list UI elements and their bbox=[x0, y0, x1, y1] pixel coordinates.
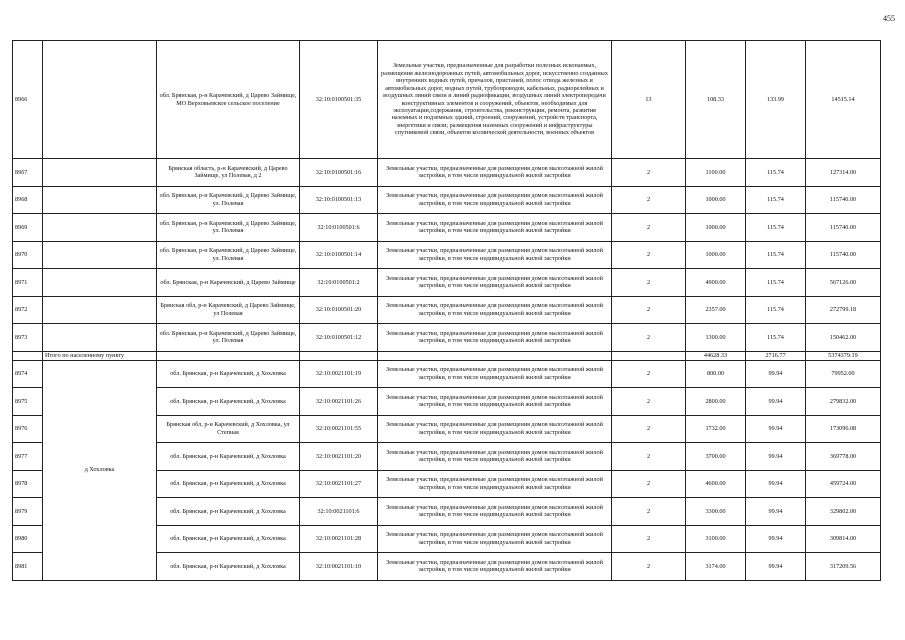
address-cell: обл. Брянская, р-н Карачевский, д Царево Займище, ул. Полевая bbox=[157, 214, 300, 242]
row-number: 8971 bbox=[13, 269, 43, 297]
address-cell: Брянская область, р-н Карачевский, д Царево Займище, ул Полевая, д 2 bbox=[157, 159, 300, 187]
land-use-cell: Земельные участки, предназначенные для размещения домов малоэтажной жилой застройки, в том числе индивидуальной жилой застройки bbox=[378, 525, 612, 553]
address-cell: обл. Брянская, р-н Карачевский, д Царево Займище, ул. Полевая bbox=[157, 241, 300, 269]
group-cell: 2 bbox=[612, 415, 686, 443]
row-number: 8980 bbox=[13, 525, 43, 553]
address-cell: обл. Брянская, р-н Карачевский, д Царево Займище, ул. Полевая bbox=[157, 324, 300, 352]
area-cell: 1000.00 bbox=[686, 241, 746, 269]
address-cell: обл. Брянская, р-н Карачевский, д Хохловка bbox=[157, 388, 300, 416]
cadastral-value-cell: 567126.00 bbox=[806, 269, 881, 297]
locality-cell bbox=[43, 269, 157, 297]
subtotal-blank bbox=[612, 351, 686, 360]
cadastral-value-cell: 309814.00 bbox=[806, 525, 881, 553]
land-use-cell: Земельные участки, предназначенные для размещения домов малоэтажной жилой застройки, в том числе индивидуальной жилой застройки bbox=[378, 415, 612, 443]
cadastral-value-cell: 150462.00 bbox=[806, 324, 881, 352]
locality-cell bbox=[43, 159, 157, 187]
cadastral-value-cell: 272799.18 bbox=[806, 296, 881, 324]
area-cell: 4900.00 bbox=[686, 269, 746, 297]
cadastral-value-table bbox=[12, 40, 881, 581]
unit-price-cell: 99.94 bbox=[746, 415, 806, 443]
group-cell: 2 bbox=[612, 470, 686, 498]
address-cell: обл. Брянская, р-н Карачевский, д Хохловка bbox=[157, 553, 300, 581]
cadastral-number-cell: 32:10:0100501:12 bbox=[300, 324, 378, 352]
land-use-cell: Земельные участки, предназначенные для размещения домов малоэтажной жилой застройки, в том числе индивидуальной жилой застройки bbox=[378, 388, 612, 416]
unit-price-cell: 115.74 bbox=[746, 159, 806, 187]
area-cell: 1100.00 bbox=[686, 159, 746, 187]
table-row bbox=[13, 214, 881, 242]
address-cell: обл. Брянская, р-н Карачевский, д Хохловка bbox=[157, 360, 300, 388]
cadastral-value-cell: 329802.00 bbox=[806, 498, 881, 526]
area-cell: 3100.00 bbox=[686, 525, 746, 553]
locality-cell bbox=[43, 324, 157, 352]
area-cell: 3174.00 bbox=[686, 553, 746, 581]
locality-cell bbox=[43, 186, 157, 214]
group-cell: 2 bbox=[612, 296, 686, 324]
unit-price-cell: 99.94 bbox=[746, 498, 806, 526]
cadastral-value-cell: 115740.00 bbox=[806, 186, 881, 214]
land-use-cell: Земельные участки, предназначенные для размещения домов малоэтажной жилой застройки, в том числе индивидуальной жилой застройки bbox=[378, 470, 612, 498]
row-number: 8979 bbox=[13, 498, 43, 526]
cadastral-number-cell: 32:10:0021101:28 bbox=[300, 525, 378, 553]
row-number: 8981 bbox=[13, 553, 43, 581]
row-number: 8975 bbox=[13, 388, 43, 416]
group-cell: 2 bbox=[612, 443, 686, 471]
address-cell: обл. Брянская, р-н Карачевский, д Царево Займище bbox=[157, 269, 300, 297]
unit-price-cell: 115.74 bbox=[746, 324, 806, 352]
unit-price-cell: 99.94 bbox=[746, 553, 806, 581]
locality-cell bbox=[43, 214, 157, 242]
area-cell: 2800.00 bbox=[686, 388, 746, 416]
address-cell: обл. Брянская, р-н Карачевский, д Царево Займище, ул. Полевая bbox=[157, 186, 300, 214]
address-cell: обл. Брянская, р-н Карачевский, д Хохловка bbox=[157, 443, 300, 471]
cadastral-number-cell: 32:10:0021101:26 bbox=[300, 388, 378, 416]
table-row bbox=[13, 360, 881, 388]
cadastral-value-cell: 79952.00 bbox=[806, 360, 881, 388]
unit-price-cell: 115.74 bbox=[746, 214, 806, 242]
group-cell: 2 bbox=[612, 525, 686, 553]
area-cell: 800.00 bbox=[686, 360, 746, 388]
cadastral-value-cell: 14515.14 bbox=[806, 41, 881, 159]
land-use-cell: Земельные участки, предназначенные для размещения домов малоэтажной жилой застройки, в том числе индивидуальной жилой застройки bbox=[378, 360, 612, 388]
land-use-cell: Земельные участки, предназначенные для размещения домов малоэтажной жилой застройки, в том числе индивидуальной жилой застройки bbox=[378, 498, 612, 526]
unit-price-cell: 99.94 bbox=[746, 388, 806, 416]
subtotal-blank bbox=[13, 351, 43, 360]
table-row bbox=[13, 296, 881, 324]
cadastral-number-cell: 32:10:0100501:2 bbox=[300, 269, 378, 297]
cadastral-number-cell: 32:10:0021101:55 bbox=[300, 415, 378, 443]
group-cell: 2 bbox=[612, 159, 686, 187]
land-use-cell: Земельные участки, предназначенные для размещения домов малоэтажной жилой застройки, в том числе индивидуальной жилой застройки bbox=[378, 214, 612, 242]
row-number: 8968 bbox=[13, 186, 43, 214]
group-cell: 2 bbox=[612, 269, 686, 297]
group-cell: 2 bbox=[612, 241, 686, 269]
land-use-cell: Земельные участки, предназначенные для разработки полезных ископаемых, размещения железнодорожных путей, автомобильных дорог, искусственно созданных внутренних водных путей, причалов, пристаней, полос отвода железных и автомобильных дорог, водных путей, трубопроводов, кабельных, радиорелейных и воздушных линий связи и линий радиофикации, воздушных линий электропередачи конструктивных элементов и сооружений, объектов, необходимых для эксплуатации,содержания, строительства, реконструкции, ремонта, развития наземных и подземных зданий, строений, сооружений, устройств транспорта, энергетики и связи; размещения наземных сооружений и инфраструктуры спутниковой связи, объектов космической деятельности, военных объектов bbox=[378, 41, 612, 159]
table-row bbox=[13, 324, 881, 352]
table-row bbox=[13, 41, 881, 159]
locality-name: д Хохловка bbox=[43, 360, 157, 580]
table-body bbox=[13, 41, 881, 581]
area-cell: 3300.00 bbox=[686, 498, 746, 526]
group-cell: 2 bbox=[612, 324, 686, 352]
row-number: 8974 bbox=[13, 360, 43, 388]
cadastral-number-cell: 32:10:0100501:35 bbox=[300, 41, 378, 159]
subtotal-row bbox=[13, 351, 881, 360]
cadastral-number-cell: 32:10:0100501:13 bbox=[300, 186, 378, 214]
cadastral-value-cell: 369778.00 bbox=[806, 443, 881, 471]
cadastral-number-cell: 32:10:0100501:16 bbox=[300, 159, 378, 187]
row-number: 8977 bbox=[13, 443, 43, 471]
group-cell: 2 bbox=[612, 498, 686, 526]
land-use-cell: Земельные участки, предназначенные для размещения домов малоэтажной жилой застройки, в том числе индивидуальной жилой застройки bbox=[378, 443, 612, 471]
table-row bbox=[13, 269, 881, 297]
locality-cell bbox=[43, 296, 157, 324]
area-cell: 2357.00 bbox=[686, 296, 746, 324]
address-cell: обл. Брянская, р-н Карачевский, д Хохловка bbox=[157, 525, 300, 553]
cadastral-value-cell: 127314.00 bbox=[806, 159, 881, 187]
cadastral-number-cell: 32:10:0100501:14 bbox=[300, 241, 378, 269]
table-row bbox=[13, 186, 881, 214]
area-cell: 3700.00 bbox=[686, 443, 746, 471]
subtotal-blank bbox=[157, 351, 300, 360]
subtotal-area: 44628.33 bbox=[686, 351, 746, 360]
land-use-cell: Земельные участки, предназначенные для размещения домов малоэтажной жилой застройки, в том числе индивидуальной жилой застройки bbox=[378, 186, 612, 214]
unit-price-cell: 99.94 bbox=[746, 470, 806, 498]
area-cell: 4600.00 bbox=[686, 470, 746, 498]
cadastral-number-cell: 32:10:0021101:6 bbox=[300, 498, 378, 526]
land-use-cell: Земельные участки, предназначенные для размещения домов малоэтажной жилой застройки, в том числе индивидуальной жилой застройки bbox=[378, 241, 612, 269]
row-number: 8970 bbox=[13, 241, 43, 269]
cadastral-number-cell: 32:10:0021101:19 bbox=[300, 360, 378, 388]
land-use-cell: Земельные участки, предназначенные для размещения домов малоэтажной жилой застройки, в том числе индивидуальной жилой застройки bbox=[378, 324, 612, 352]
unit-price-cell: 99.94 bbox=[746, 525, 806, 553]
table-row bbox=[13, 159, 881, 187]
subtotal-blank bbox=[300, 351, 378, 360]
cadastral-value-cell: 115740.00 bbox=[806, 214, 881, 242]
table-row bbox=[13, 241, 881, 269]
address-cell: обл. Брянская, р-н Карачевский, д Хохловка bbox=[157, 470, 300, 498]
row-number: 8976 bbox=[13, 415, 43, 443]
unit-price-cell: 115.74 bbox=[746, 241, 806, 269]
row-number: 8966 bbox=[13, 41, 43, 159]
row-number: 8973 bbox=[13, 324, 43, 352]
address-cell: Брянская обл, р-н Карачевский, д Царево Займище, ул Полевая bbox=[157, 296, 300, 324]
address-cell: обл. Брянская, р-н Карачевский, д Царево Займище, МО Верховьевское сельское поселение bbox=[157, 41, 300, 159]
cadastral-number-cell: 32:10:0100501:20 bbox=[300, 296, 378, 324]
group-cell: 13 bbox=[612, 41, 686, 159]
group-cell: 2 bbox=[612, 186, 686, 214]
cadastral-value-cell: 115740.00 bbox=[806, 241, 881, 269]
cadastral-value-cell: 459724.00 bbox=[806, 470, 881, 498]
address-cell: обл. Брянская, р-н Карачевский, д Хохловка bbox=[157, 498, 300, 526]
subtotal-total: 5374379.19 bbox=[806, 351, 881, 360]
unit-price-cell: 133.99 bbox=[746, 41, 806, 159]
unit-price-cell: 99.94 bbox=[746, 443, 806, 471]
cadastral-number-cell: 32:10:0100501:6 bbox=[300, 214, 378, 242]
land-use-cell: Земельные участки, предназначенные для размещения домов малоэтажной жилой застройки, в том числе индивидуальной жилой застройки bbox=[378, 269, 612, 297]
locality-cell bbox=[43, 241, 157, 269]
unit-price-cell: 115.74 bbox=[746, 186, 806, 214]
area-cell: 1732.00 bbox=[686, 415, 746, 443]
land-use-cell: Земельные участки, предназначенные для размещения домов малоэтажной жилой застройки, в том числе индивидуальной жилой застройки bbox=[378, 553, 612, 581]
area-cell: 1000.00 bbox=[686, 186, 746, 214]
group-cell: 2 bbox=[612, 388, 686, 416]
group-cell: 2 bbox=[612, 360, 686, 388]
row-number: 8967 bbox=[13, 159, 43, 187]
row-number: 8972 bbox=[13, 296, 43, 324]
cadastral-number-cell: 32:10:0021101:10 bbox=[300, 553, 378, 581]
subtotal-price: 2716.77 bbox=[746, 351, 806, 360]
unit-price-cell: 115.74 bbox=[746, 269, 806, 297]
cadastral-number-cell: 32:10:0021101:20 bbox=[300, 443, 378, 471]
subtotal-label: Итого по населенному пункту bbox=[43, 351, 157, 360]
locality-cell bbox=[43, 41, 157, 159]
unit-price-cell: 115.74 bbox=[746, 296, 806, 324]
land-use-cell: Земельные участки, предназначенные для размещения домов малоэтажной жилой застройки, в том числе индивидуальной жилой застройки bbox=[378, 159, 612, 187]
unit-price-cell: 99.94 bbox=[746, 360, 806, 388]
cadastral-number-cell: 32:10:0021101:27 bbox=[300, 470, 378, 498]
land-use-cell: Земельные участки, предназначенные для размещения домов малоэтажной жилой застройки, в том числе индивидуальной жилой застройки bbox=[378, 296, 612, 324]
area-cell: 108.33 bbox=[686, 41, 746, 159]
address-cell: Брянская обл, р-н Карачевский, д Хохловка, ул Степная bbox=[157, 415, 300, 443]
area-cell: 1300.00 bbox=[686, 324, 746, 352]
page-number: 455 bbox=[883, 14, 895, 23]
cadastral-value-cell: 279832.00 bbox=[806, 388, 881, 416]
subtotal-blank bbox=[378, 351, 612, 360]
row-number: 8969 bbox=[13, 214, 43, 242]
row-number: 8978 bbox=[13, 470, 43, 498]
group-cell: 2 bbox=[612, 553, 686, 581]
cadastral-value-cell: 317209.56 bbox=[806, 553, 881, 581]
group-cell: 2 bbox=[612, 214, 686, 242]
cadastral-value-cell: 173096.08 bbox=[806, 415, 881, 443]
area-cell: 1000.00 bbox=[686, 214, 746, 242]
